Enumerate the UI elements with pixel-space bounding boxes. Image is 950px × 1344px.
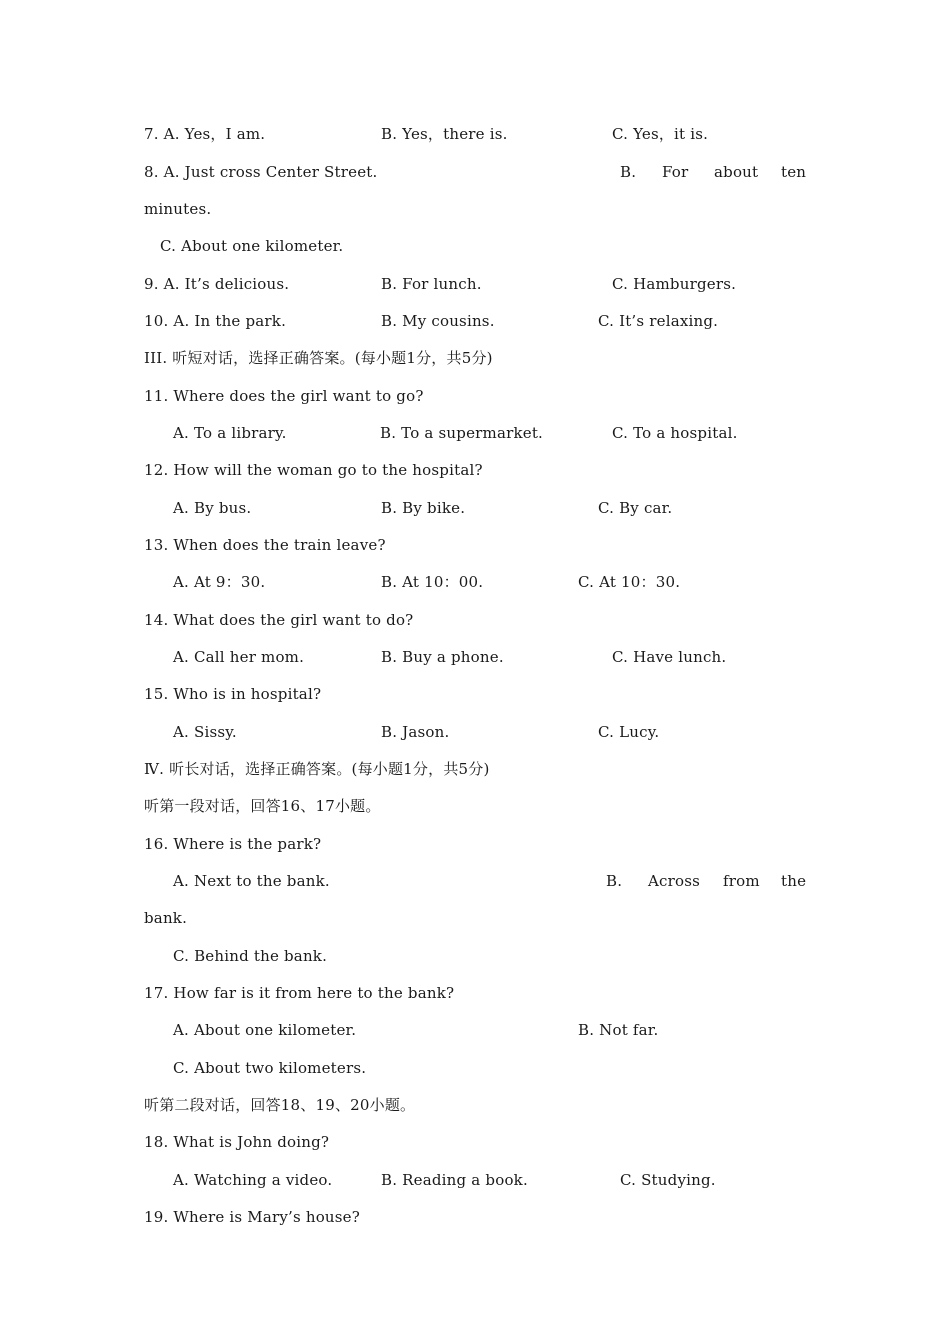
- q16-option-b-word1: Across: [648, 872, 701, 890]
- q18-option-c: C. Studying.: [620, 1171, 716, 1189]
- q14-option-a: A. Call her mom.: [173, 648, 305, 666]
- q16-option-b-word3: the: [781, 872, 807, 890]
- q18-question: 18. What is John doing?: [144, 1133, 330, 1151]
- q13-option-a: A. At 9：30.: [173, 573, 266, 591]
- q19-question: 19. Where is Mary’s house?: [144, 1208, 361, 1226]
- q8-option-b-word2: about: [714, 163, 759, 181]
- q10-option-c: C. It’s relaxing.: [598, 312, 719, 330]
- q13-option-b: B. At 10：00.: [381, 573, 484, 591]
- q11-option-a: A. To a library.: [173, 424, 287, 442]
- section-3-heading: III. 听短对话，选择正确答案。(每小题1分，共5分): [144, 349, 493, 367]
- q8-option-b-word1: For: [662, 163, 689, 181]
- q17-option-c: C. About two kilometers.: [173, 1059, 367, 1077]
- q14-question: 14. What does the girl want to do?: [144, 611, 414, 629]
- q15-option-c: C. Lucy.: [598, 723, 660, 741]
- q9-option-a: 9. A. It’s delicious.: [144, 275, 290, 293]
- section-4-heading: Ⅳ. 听长对话，选择正确答案。(每小题1分，共5分): [144, 760, 490, 778]
- q8-option-c: C. About one kilometer.: [160, 237, 344, 255]
- q9-option-b: B. For lunch.: [381, 275, 482, 293]
- q15-option-a: A. Sissy.: [173, 723, 237, 741]
- q7-option-b: B. Yes，there is.: [381, 125, 508, 143]
- q8-option-a: 8. A. Just cross Center Street.: [144, 163, 378, 181]
- q18-option-a: A. Watching a video.: [173, 1171, 333, 1189]
- dialog-1-instruction: 听第一段对话，回答16、17小题。: [144, 797, 381, 815]
- q13-option-c: C. At 10：30.: [578, 573, 681, 591]
- q11-option-b: B. To a supermarket.: [380, 424, 544, 442]
- q7-option-c: C. Yes，it is.: [612, 125, 709, 143]
- q12-option-c: C. By car.: [598, 499, 673, 517]
- q8-option-b-word3: ten: [781, 163, 807, 181]
- q15-question: 15. Who is in hospital?: [144, 685, 322, 703]
- q15-option-b: B. Jason.: [381, 723, 450, 741]
- q14-option-b: B. Buy a phone.: [381, 648, 504, 666]
- q7-option-a: 7. A. Yes，I am.: [144, 125, 266, 143]
- q13-question: 13. When does the train leave?: [144, 536, 386, 554]
- q16-option-b-letter: B.: [606, 872, 623, 890]
- q17-option-a: A. About one kilometer.: [173, 1021, 357, 1039]
- q16-question: 16. Where is the park?: [144, 835, 322, 853]
- q16-option-a: A. Next to the bank.: [173, 872, 330, 890]
- q12-option-a: A. By bus.: [173, 499, 252, 517]
- q16-option-b-word2: from: [723, 872, 760, 890]
- dialog-2-instruction: 听第二段对话，回答18、19、20小题。: [144, 1096, 416, 1114]
- q16-option-b-continued: bank.: [144, 909, 188, 927]
- q16-option-c: C. Behind the bank.: [173, 947, 328, 965]
- q10-option-b: B. My cousins.: [381, 312, 495, 330]
- q18-option-b: B. Reading a book.: [381, 1171, 528, 1189]
- q8-option-b-continued: minutes.: [144, 200, 212, 218]
- q8-option-b-letter: B.: [620, 163, 637, 181]
- q9-option-c: C. Hamburgers.: [612, 275, 737, 293]
- q17-question: 17. How far is it from here to the bank?: [144, 984, 455, 1002]
- q11-question: 11. Where does the girl want to go?: [144, 387, 424, 405]
- q10-option-a: 10. A. In the park.: [144, 312, 287, 330]
- q11-option-c: C. To a hospital.: [612, 424, 738, 442]
- q12-question: 12. How will the woman go to the hospital?: [144, 461, 483, 479]
- q12-option-b: B. By bike.: [381, 499, 466, 517]
- q14-option-c: C. Have lunch.: [612, 648, 727, 666]
- q17-option-b: B. Not far.: [578, 1021, 659, 1039]
